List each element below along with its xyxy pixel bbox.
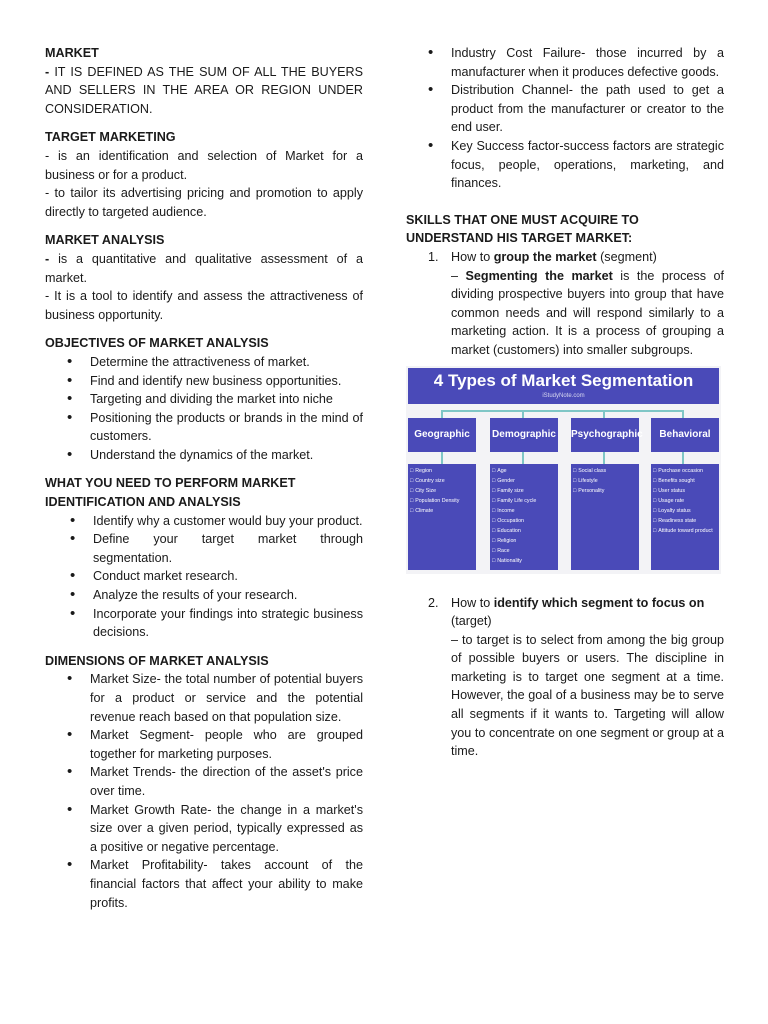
list-item: • Market Profitability- takes account of the financial factors that affect your ability to make profits.	[45, 856, 363, 912]
list-item: • Find and identify new business opportunities.	[45, 372, 363, 391]
perform-list	[45, 512, 363, 642]
perform-heading: WHAT YOU NEED TO PERFORM MARKET IDENTIFICATION AND ANALYSIS	[45, 476, 296, 510]
target-marketing-line: - to tailor its advertising pricing and promotion to apply directly to targeted audience.	[45, 186, 363, 219]
segment-psychographic-items: □ Social class □ Lifestyle □ Personality	[571, 464, 639, 570]
dimensions-list	[45, 670, 363, 912]
market-section	[45, 44, 363, 118]
list-item: • Conduct market research.	[45, 567, 363, 586]
segment-psychographic: Psychographic	[571, 418, 639, 452]
list-item: • Positioning the products or brands in the mind of customers.	[45, 409, 363, 446]
segment-behavioral-items: □ Purchase occasion □ Benefits sought □ User status □ Usage rate □ Loyalty status □ Readiness state □ Attitude toward product	[651, 464, 719, 570]
market-analysis-line: - It is a tool to identify and assess the attractiveness of business opportunity.	[45, 289, 363, 322]
list-item: • Industry Cost Failure- those incurred by a manufacturer when it produces defective goods.	[406, 44, 724, 81]
figure-title: 4 Types of Market Segmentation iStudyNote.com	[408, 368, 719, 404]
right-column	[406, 44, 724, 761]
list-item: 2. How to identify which segment to focus on (target) – to target is to select from among the big group of possible buyers or users. The discipline in marketing is to target one segment at a time. However, the goal of a business may be to serve all segments if it wants to. Targeting will allow you to concentrate on one segment or group at a time.	[428, 595, 724, 759]
figure-subtitle: iStudyNote.com	[542, 392, 585, 399]
objectives-heading: OBJECTIVES OF MARKET ANALYSIS	[45, 336, 269, 351]
objectives-list	[45, 353, 363, 465]
list-item: • Define your target market through segmentation.	[45, 530, 363, 567]
list-item: • Targeting and dividing the market into niche	[45, 390, 363, 409]
list-item: • Determine the attractiveness of market.	[45, 353, 363, 372]
market-analysis-heading: MARKET ANALYSIS	[45, 233, 165, 248]
list-item: • Market Size- the total number of potential buyers for a product or service and the potential revenue reach based on that population size.	[45, 670, 363, 726]
market-definition: - IT IS DEFINED AS THE SUM OF ALL THE BUYERS AND SELLERS IN THE AREA OR REGION UNDER CONSIDERATION.	[45, 64, 363, 116]
segmentation-figure	[406, 366, 721, 574]
target-marketing-section	[45, 128, 363, 221]
segment-demographic-items: □ Age □ Gender □ Family size □ Family Life cycle □ Income □ Occupation □ Education □ Religion □ Race □ Nationality	[490, 464, 558, 570]
segment-geographic-items: □ Region □ Country size □ City Size □ Population Density □ Climate	[408, 464, 476, 570]
segment-demographic: Demographic	[490, 418, 558, 452]
perform-section	[45, 474, 363, 641]
market-heading: MARKET	[45, 46, 99, 60]
market-analysis-line: - is a quantitative and qualitative assessment of a market.	[45, 251, 363, 285]
list-item: • Incorporate your findings into strategic business decisions.	[45, 605, 363, 642]
segment-behavioral: Behavioral	[651, 418, 719, 452]
list-item: • Distribution Channel- the path used to get a product from the manufacturer or creator to the end user.	[406, 81, 724, 137]
list-number: 1.	[428, 249, 439, 264]
list-item: • Understand the dynamics of the market.	[45, 446, 363, 465]
dimensions-section	[45, 652, 363, 912]
list-item: • Key Success factor-success factors are strategic focus, people, operations, marketing, and finances.	[406, 137, 724, 193]
list-item: • Market Growth Rate- the change in a market's size over a given period, typically expressed as a positive or negative percentage.	[45, 801, 363, 857]
list-item: 1. How to group the market (segment) – Segmenting the market is the process of dividing prospective buyers into group that have common needs and will respond similarly to a marketing action. It is a process of grouping a market (customers) into smaller subgroups.	[428, 249, 725, 357]
target-marketing-line: - is an identification and selection of Market for a business or for a product.	[45, 148, 363, 182]
left-column	[45, 44, 363, 922]
market-analysis-section	[45, 231, 363, 324]
list-number: 2.	[428, 595, 439, 610]
skills-list	[406, 248, 724, 360]
dimensions-heading: DIMENSIONS OF MARKET ANALYSIS	[45, 653, 269, 668]
skills-list-continued	[406, 594, 724, 761]
list-item: • Market Trends- the direction of the asset's price over time.	[45, 763, 363, 800]
list-item: • Analyze the results of your research.	[45, 586, 363, 605]
objectives-section	[45, 334, 363, 464]
target-marketing-heading: TARGET MARKETING	[45, 130, 176, 145]
list-item: • Identify why a customer would buy your product.	[45, 512, 363, 531]
skills-heading: SKILLS THAT ONE MUST ACQUIRE TO UNDERSTAND HIS TARGET MARKET:	[406, 212, 639, 246]
segment-geographic: Geographic	[408, 418, 476, 452]
list-item: • Market Segment- people who are grouped together for marketing purposes.	[45, 726, 363, 763]
dimensions-continued-list	[406, 44, 724, 193]
